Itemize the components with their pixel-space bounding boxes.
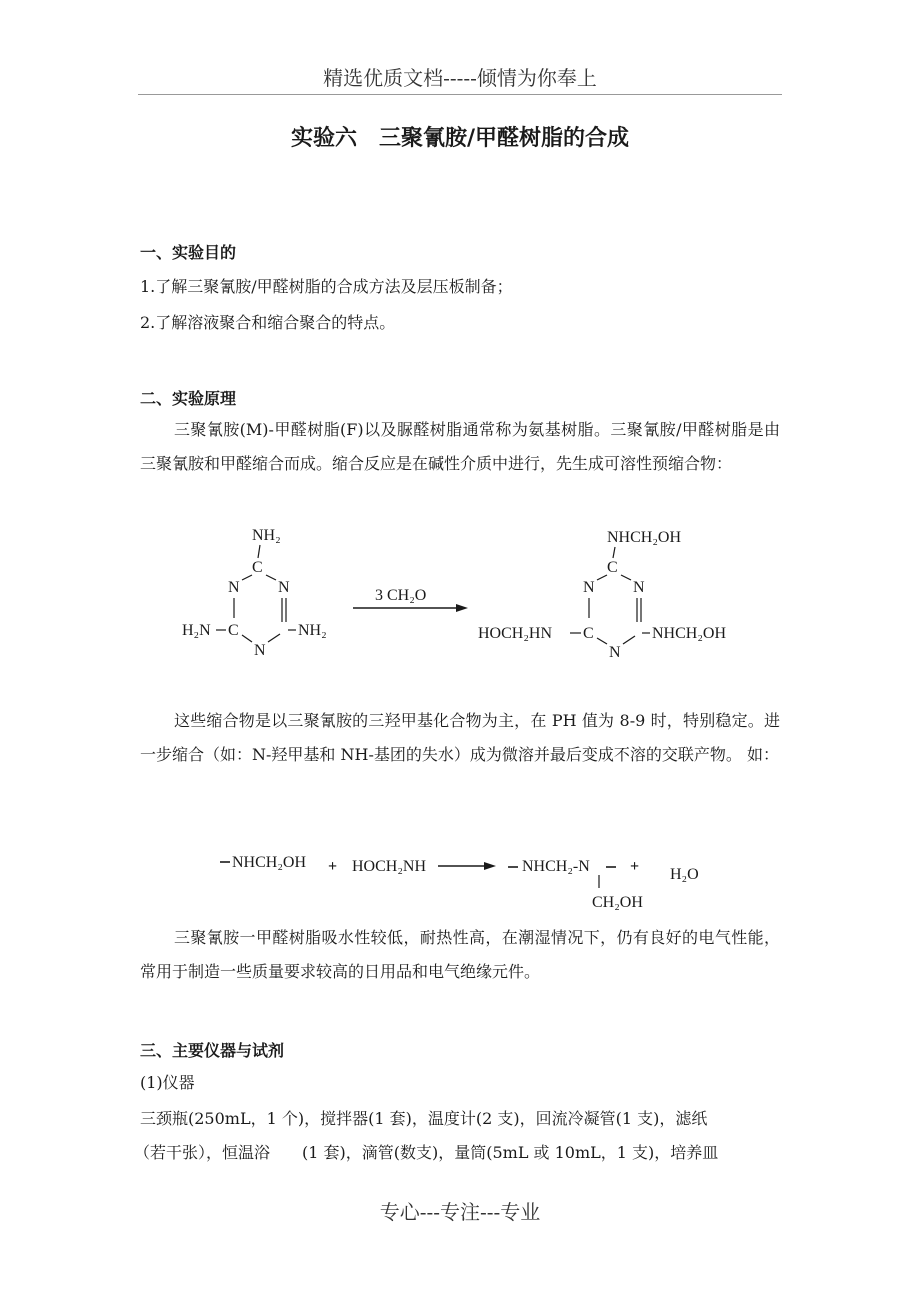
ring-nitrogen-left: N — [228, 579, 240, 596]
melamine-right-nh2: NH₂ — [298, 622, 327, 639]
ring-nitrogen-bottom: N — [254, 642, 266, 659]
product-left-substituent: HOCH₂HN — [478, 625, 553, 642]
product-ring-nitrogen-right: N — [633, 579, 645, 596]
page-title: 实验六 三聚氰胺/甲醛树脂的合成 — [290, 126, 630, 151]
product-ring-nitrogen-left: N — [583, 579, 595, 596]
apparatus-subheading: (1)仪器 — [140, 1073, 195, 1092]
reaction-scheme-1 — [170, 520, 770, 670]
melamine-left-nh2: H₂N — [182, 622, 211, 639]
melamine-top-nh2: NH₂ — [252, 527, 281, 544]
apparatus-line-2: （若干张），恒温浴 (1 套)，滴管(数支)，量筒(5mL 或 10mL，1 支)，培养皿 — [134, 1143, 719, 1162]
ring-nitrogen-right: N — [278, 579, 290, 596]
reactant-amine: HOCH₂NH — [352, 858, 427, 875]
principle-paragraph-3: 三聚氰胺一甲醛树脂吸水性较低，耐热性高，在潮湿情况下，仍有良好的电气性能，常用于制造一些质量要求较高的日用品和电气绝缘元件。 — [140, 928, 780, 981]
page-footer: 专心---专注---专业 — [379, 1200, 541, 1224]
ring-carbon-left: C — [228, 622, 239, 639]
apparatus-line-1: 三颈瓶(250mL，1 个)，搅拌器(1 套)，温度计(2 支)，回流冷凝管(1 支)，滤纸 — [140, 1109, 708, 1128]
product-methylol-branch: CH₂OH — [592, 894, 643, 911]
principle-paragraph-2: 这些缩合物是以三聚氰胺的三羟甲基化合物为主，在 PH 值为 8-9 时，特别稳定。进一步缩合（如：N-羟甲基和 NH-基团的失水）成为微溶并最后变成不溶的交联产物。 如： — [140, 711, 780, 764]
product-methylene-bridge: NHCH₂-N — [522, 858, 590, 875]
reagent-formaldehyde: 3 CH₂O — [375, 587, 427, 604]
section-heading-purpose: 一、实验目的 — [140, 243, 237, 262]
product-water: H₂O — [670, 866, 699, 883]
section-heading-apparatus: 三、主要仪器与试剂 — [140, 1041, 285, 1060]
product-top-substituent: NHCH₂OH — [607, 529, 682, 546]
product-ring-carbon-left: C — [583, 625, 594, 642]
product-right-substituent: NHCH₂OH — [652, 625, 727, 642]
principle-paragraph-1: 三聚氰胺(M)-甲醛树脂(F)以及脲醛树脂通常称为氨基树脂。三聚氰胺/甲醛树脂是由三聚氰胺和甲醛缩合而成。缩合反应是在碱性介质中进行，先生成可溶性预缩合物： — [140, 420, 780, 473]
plus-sign-2: + — [630, 858, 640, 875]
product-ring-nitrogen-bottom: N — [609, 644, 621, 661]
reaction-scheme-2 — [210, 845, 730, 920]
section-heading-principle: 二、实验原理 — [140, 389, 237, 408]
ring-carbon-top: C — [252, 559, 263, 576]
product-ring-carbon-top: C — [607, 559, 618, 576]
plus-sign-1: + — [328, 858, 338, 875]
purpose-item-1: 1.了解三聚氰胺/甲醛树脂的合成方法及层压板制备； — [140, 277, 513, 296]
reactant-methylol: NHCH₂OH — [232, 854, 307, 871]
purpose-item-2: 2.了解溶液聚合和缩合聚合的特点。 — [140, 313, 396, 332]
header-divider — [138, 94, 782, 95]
page-header: 精选优质文档-----倾情为你奉上 — [323, 66, 597, 90]
